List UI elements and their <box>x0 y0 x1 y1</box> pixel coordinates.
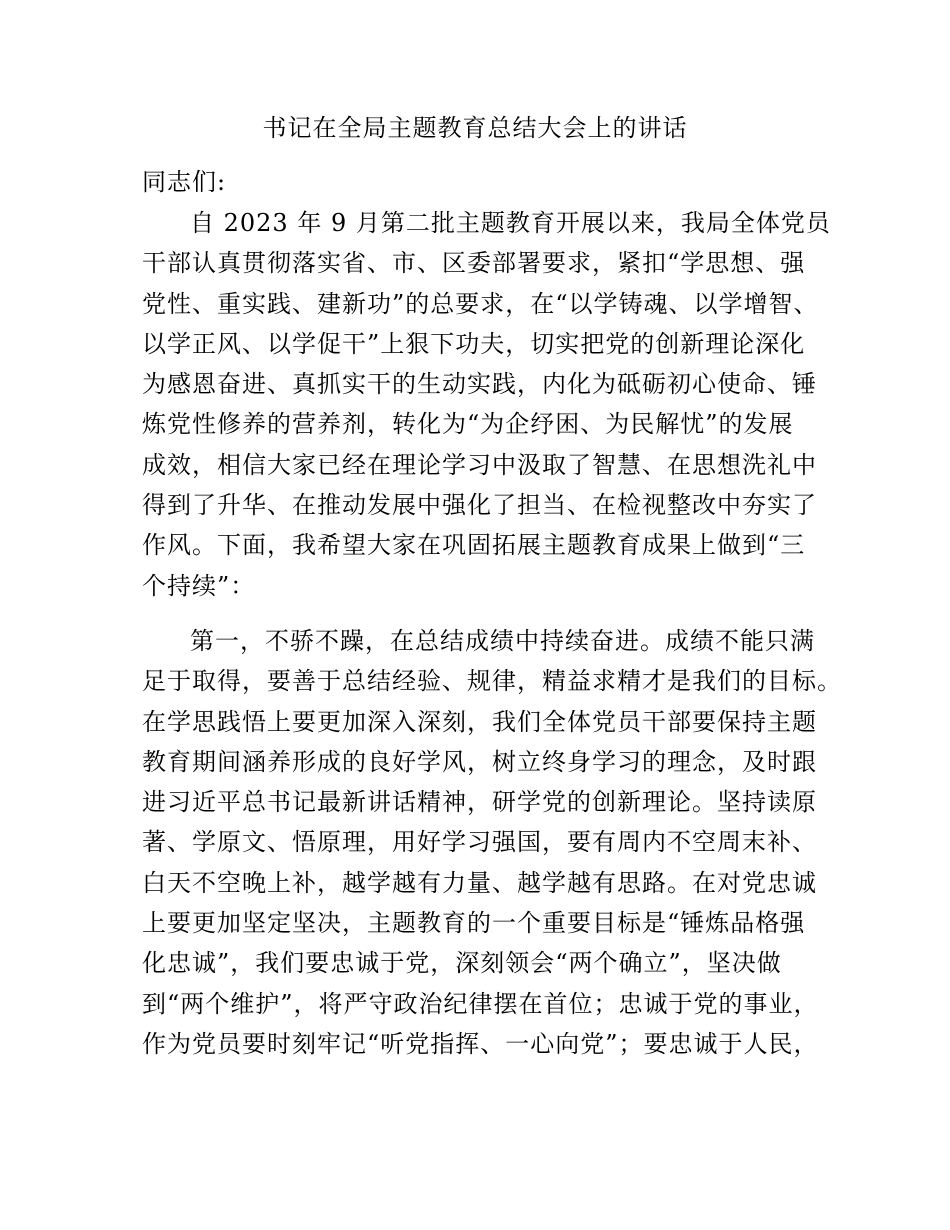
paragraph-line: 以学正风、以学促干”上狠下功夫，切实把党的创新理论深化 <box>142 329 806 358</box>
paragraph-line: 为感恩奋进、真抓实干的生动实践，内化为砥砺初心使命、锤 <box>142 370 817 399</box>
paragraph-line: 足于取得，要善于总结经验、规律，精益求精才是我们的目标。 <box>142 667 842 696</box>
paragraph-line: 第一，不骄不躁，在总结成绩中持续奋进。成绩不能只满 <box>190 627 815 655</box>
paragraph-line: 作为党员要时刻牢记“听党指挥、一心向党”；要忠诚于人民， <box>142 1029 819 1058</box>
paragraph-line: 作风。下面，我希望大家在巩固拓展主题教育成果上做到“三 <box>142 531 806 560</box>
paragraph-line: 上要更加坚定坚决，主题教育的一个重要目标是“锤炼品格强 <box>142 909 806 938</box>
paragraph-line: 个持续”： <box>142 571 256 600</box>
paragraph-line: 党性、重实践、建新功”的总要求，在“以学铸魂、以学增智、 <box>142 289 819 318</box>
paragraph-1 <box>142 203 831 606</box>
paragraph-line: 教育期间涵养形成的良好学风，树立终身学习的理念，及时跟 <box>142 747 817 776</box>
page-title: 书记在全局主题教育总结大会上的讲话 <box>262 114 688 142</box>
paragraph-2 <box>142 621 842 1064</box>
paragraph-line: 化忠诚”，我们要忠诚于党，深刻领会“两个确立”，坚决做 <box>142 949 782 978</box>
paragraph-line: 干部认真贯彻落实省、市、区委部署要求，紧扣“学思想、强 <box>142 249 806 278</box>
paragraph-line: 著、学原文、悟原理，用好学习强国，要有周内不空周末补、 <box>142 828 817 857</box>
paragraph-line: 得到了升华、在推动发展中强化了担当、在检视整改中夯实了 <box>142 491 817 520</box>
paragraph-line: 成效，相信大家已经在理论学习中汲取了智慧、在思想洗礼中 <box>142 450 817 479</box>
paragraph-line: 白天不空晚上补，越学越有力量、越学越有思路。在对党忠诚 <box>142 868 817 897</box>
salutation: 同志们: <box>142 168 227 196</box>
paragraph-line: 自 2023 年 9 月第二批主题教育开展以来，我局全体党员 <box>190 209 831 237</box>
paragraph-line: 在学思践悟上要更加深入深刻，我们全体党员干部要保持主题 <box>142 707 817 736</box>
paragraph-line: 炼党性修养的营养剂，转化为“为企纾困、为民解忧”的发展 <box>142 410 794 439</box>
paragraph-line: 到“两个维护”，将严守政治纪律摆在首位；忠诚于党的事业， <box>142 989 819 1018</box>
paragraph-line: 进习近平总书记最新讲话精神，研学党的创新理论。坚持读原 <box>142 788 817 817</box>
